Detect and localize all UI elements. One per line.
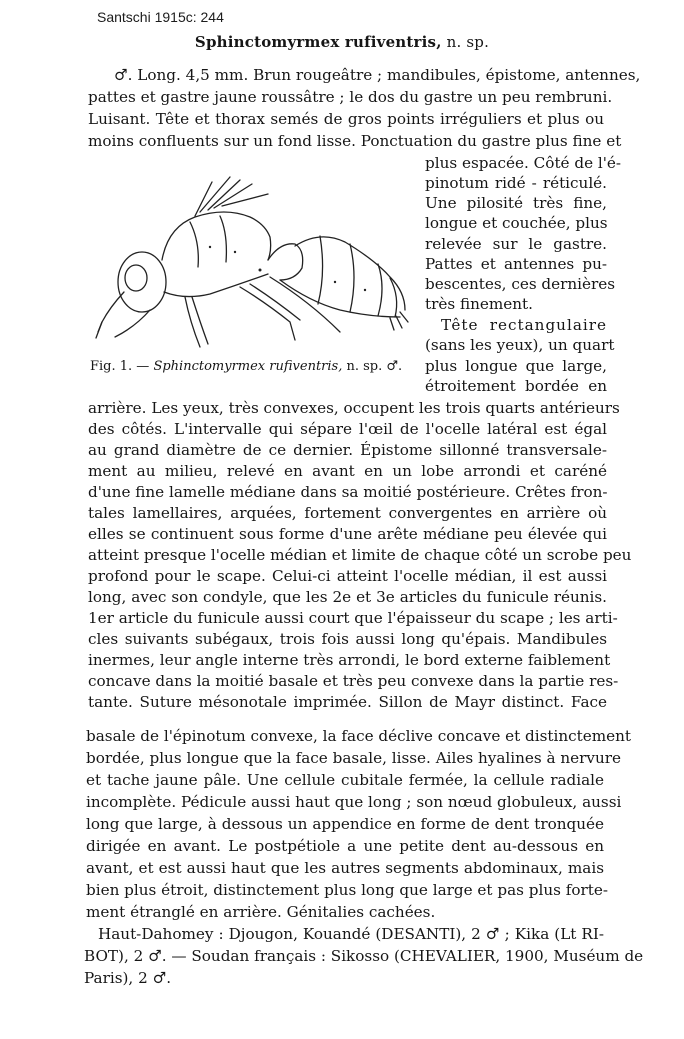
caption-suffix: n. sp. ♂. — [342, 359, 403, 374]
text-line: atteint presque l'ocelle médian et limite de chaque côté un scrobe peu — [88, 546, 632, 564]
ant-illustration — [90, 172, 420, 362]
locality-line: Paris), 2 ♂. — [84, 969, 172, 987]
text-line: incomplète. Pédicule aussi haut que long ; son nœud globuleux, aussi — [86, 793, 622, 811]
text-line: basale de l'épinotum convexe, la face déclive concave et distinctement — [86, 727, 632, 745]
text-line: Tête rectangulaire — [441, 316, 607, 334]
text-line: profond pour le scape. Celui-ci atteint l'ocelle médian, il est aussi — [88, 567, 607, 585]
text-line: au grand diamètre de ce dernier. Épistome sillonné transversale- — [88, 441, 607, 459]
text-line: et tache jaune pâle. Une cellule cubitale fermée, la cellule radiale — [86, 771, 604, 789]
text-line: des côtés. L'intervalle qui sépare l'œil de l'ocelle latéral est égal — [88, 420, 607, 438]
text-line: Luisant. Tête et thorax semés de gros points irréguliers et plus ou — [88, 110, 604, 128]
text-line: ♂. Long. 4,5 mm. Brun rougeâtre ; mandibules, épistome, antennes, — [114, 66, 641, 84]
caption-species: Sphinctomyrmex rufiventris, — [153, 359, 343, 374]
text-line: ment étranglé en arrière. Génitalies cachées. — [86, 903, 436, 921]
text-line: bordée, plus longue que la face basale, lisse. Ailes hyalines à nervure — [86, 749, 622, 767]
text-line: pattes et gastre jaune roussâtre ; le dos du gastre un peu rembruni. — [88, 88, 613, 106]
text-line: très finement. — [425, 295, 533, 313]
species-title — [0, 33, 684, 51]
species-suffix: n. sp. — [446, 33, 490, 51]
text-line: avant, et est aussi haut que les autres segments abdominaux, mais — [86, 859, 604, 877]
text-line: bien plus étroit, distinctement plus long que large et pas plus forte- — [86, 881, 608, 899]
text-line: longue et couchée, plus — [425, 214, 608, 232]
locality-line: Haut-Dahomey : Djougon, Kouandé (DESANTI), 2 ♂ ; Kika (Lt RI- — [98, 925, 604, 943]
caption-prefix: Fig. 1. — — [90, 359, 154, 374]
text-line: 1er article du funicule aussi court que l'épaisseur du scape ; les arti- — [88, 609, 618, 627]
text-line: (sans les yeux), un quart — [425, 336, 615, 354]
text-line: dirigée en avant. Le postpétiole a une petite dent au-dessous en — [86, 837, 604, 855]
text-line: pinotum ridé - réticulé. — [425, 174, 607, 192]
text-line: Une pilosité très fine, — [425, 194, 607, 212]
text-line: plus longue que large, — [425, 357, 607, 375]
text-line: long que large, à dessous un appendice en forme de dent tronquée — [86, 815, 604, 833]
text-line: moins confluents sur un fond lisse. Ponctuation du gastre plus fine et — [88, 132, 622, 150]
text-line: tante. Suture mésonotale imprimée. Sillon de Mayr distinct. Face — [88, 693, 607, 711]
text-line: tales lamellaires, arquées, fortement convergentes en arrière où — [88, 504, 607, 522]
text-line: Pattes et antennes pu- — [425, 255, 607, 273]
species-name: Sphinctomyrmex rufiventris, — [194, 33, 442, 51]
citation-header: Santschi 1915c: 244 — [97, 9, 224, 25]
text-line: d'une fine lamelle médiane dans sa moitié postérieure. Crêtes fron- — [88, 483, 608, 501]
locality-line: BOT), 2 ♂. — Soudan français : Sikosso (CHEVALIER, 1900, Muséum de — [84, 947, 644, 965]
text-line: ment au milieu, relevé en avant en un lobe arrondi et caréné — [88, 462, 607, 480]
text-line: elles se continuent sous forme d'une arête médiane peu élevée qui — [88, 525, 607, 543]
figure-caption — [90, 359, 420, 374]
text-line: relevée sur le gastre. — [425, 235, 607, 253]
text-line: inermes, leur angle interne très arrondi, le bord externe faiblement — [88, 651, 611, 669]
text-line: concave dans la moitié basale et très peu convexe dans la partie res- — [88, 672, 619, 690]
text-line: long, avec son condyle, que les 2e et 3e articles du funicule réunis. — [88, 588, 607, 606]
text-line: arrière. Les yeux, très convexes, occupent les trois quarts antérieurs — [88, 399, 620, 417]
text-line: bescentes, ces dernières — [425, 275, 616, 293]
text-line: cles suivants subégaux, trois fois aussi long qu'épais. Mandibules — [88, 630, 607, 648]
text-line: plus espacée. Côté de l'é- — [425, 154, 622, 172]
text-line: étroitement bordée en — [425, 377, 607, 395]
